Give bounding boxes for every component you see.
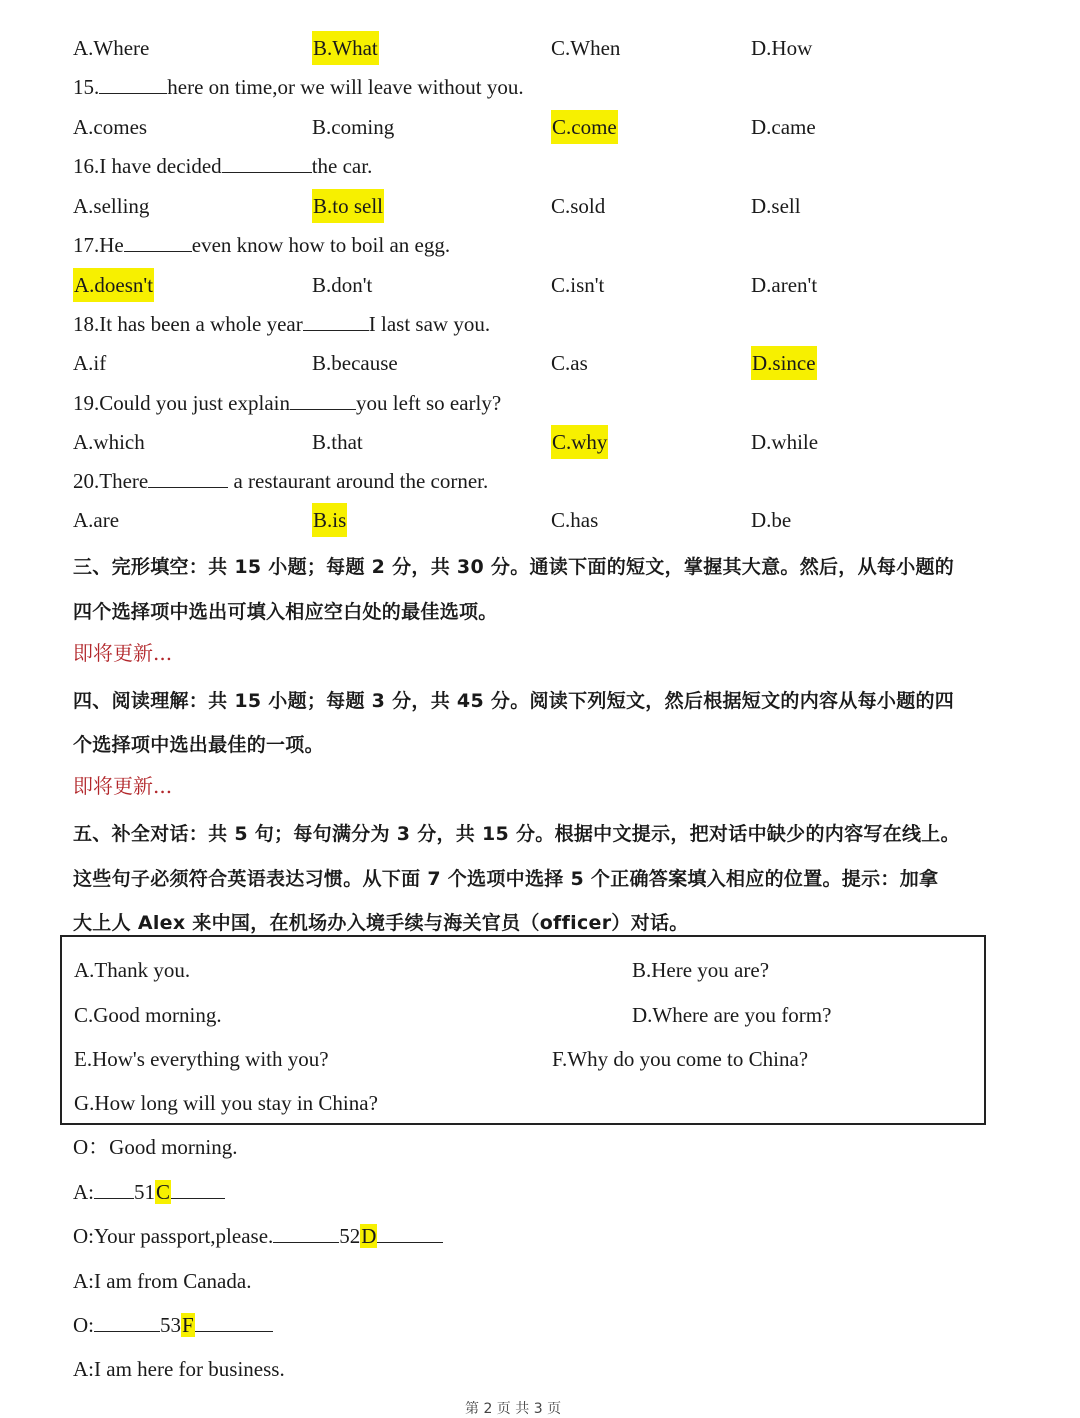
- filled-answer: F: [182, 1313, 194, 1337]
- q19-option-b: B.that: [312, 430, 363, 454]
- answer-blank: [171, 1180, 225, 1199]
- choice-e: E.How's everything with you?: [74, 1047, 329, 1071]
- q14-option-a: A.Where: [73, 36, 150, 60]
- choice-d: D.Where are you form?: [632, 1003, 832, 1027]
- choice-f: F.Why do you come to China?: [552, 1047, 809, 1071]
- choice-g: G.How long will you stay in China?: [74, 1091, 378, 1115]
- dialogue-line-2: A: 51C: [73, 1175, 1003, 1209]
- q15-option-d: D.came: [751, 115, 816, 139]
- answer-blank: [303, 312, 369, 331]
- blank-number: 53: [160, 1313, 181, 1337]
- q20-options: [73, 503, 1003, 537]
- choices-box: [60, 935, 986, 1125]
- q19-option-d: D.while: [751, 430, 819, 454]
- blank-number: 51: [134, 1180, 155, 1204]
- q16-option-d: D.sell: [751, 194, 801, 218]
- q19-stem: 19.Could you just explain you left so early?: [73, 391, 502, 415]
- answer-blank: [377, 1224, 443, 1243]
- choice-a: A.Thank you.: [74, 958, 191, 982]
- q20-option-b: B.is: [312, 503, 347, 537]
- q14-options: [73, 31, 1003, 65]
- dialogue-line-4: A:I am from Canada.: [73, 1269, 252, 1293]
- answer-blank: [124, 233, 192, 252]
- q17-option-a: A.doesn't: [73, 268, 154, 302]
- q19-options: [73, 425, 1003, 459]
- q20-stem: 20.There a restaurant around the corner.: [73, 469, 489, 493]
- q20-option-a: A.are: [73, 508, 120, 532]
- q20-option-c: C.has: [551, 508, 599, 532]
- q17-stem: 17.He even know how to boil an egg.: [73, 233, 451, 257]
- q16-option-b: B.to sell: [312, 189, 384, 223]
- dialogue-line-3: O:Your passport,please. 52D: [73, 1219, 1003, 1253]
- choice-c: C.Good morning.: [74, 1003, 222, 1027]
- q18-option-d: D.since: [751, 346, 817, 380]
- answer-blank: [222, 154, 312, 173]
- q17-options: [73, 268, 1003, 302]
- q19-option-c: C.why: [551, 425, 608, 459]
- dialogue-line-1: O：Good morning.: [73, 1135, 238, 1159]
- blank-number: 52: [339, 1224, 361, 1248]
- q15-option-a: A.comes: [73, 115, 148, 139]
- answer-blank: [195, 1313, 273, 1332]
- q16-options: [73, 189, 1003, 223]
- section3-heading-cont: 四个选择项中选出可填入相应空白处的最佳选项。: [73, 601, 498, 623]
- q17-option-b: B.don't: [312, 273, 373, 297]
- q16-option-a: A.selling: [73, 194, 150, 218]
- q18-option-b: B.because: [312, 351, 398, 375]
- q15-option-b: B.coming: [312, 115, 395, 139]
- answer-blank: [99, 75, 167, 94]
- q15-options: [73, 110, 1003, 144]
- q15-stem: 15. here on time,or we will leave without you.: [73, 75, 524, 99]
- q19-option-a: A.which: [73, 430, 145, 454]
- section3-update-notice: 即将更新...: [73, 641, 173, 665]
- q17-option-c: C.isn't: [551, 273, 605, 297]
- q14-option-c: C.When: [551, 36, 621, 60]
- q18-option-a: A.if: [73, 351, 107, 375]
- section5-heading: 五、补全对话：共 5 句；每句满分为 3 分，共 15 分。根据中文提示，把对话中缺少的内容写在线上。: [73, 823, 960, 845]
- dialogue-line-6: A:I am here for business.: [73, 1357, 285, 1381]
- filled-answer: C: [156, 1180, 171, 1204]
- q14-option-d: D.How: [751, 36, 813, 60]
- section5-heading-cont2: 大上人 Alex 来中国，在机场办入境手续与海关官员（officer）对话。: [73, 912, 689, 934]
- section4-update-notice: 即将更新...: [73, 774, 173, 798]
- dialogue-line-5: O: 53F: [73, 1308, 1003, 1342]
- q18-stem: 18.It has been a whole year I last saw you.: [73, 312, 491, 336]
- answer-blank: [94, 1313, 160, 1332]
- q14-option-b: B.What: [312, 31, 379, 65]
- choice-b: B.Here you are?: [632, 958, 770, 982]
- q17-option-d: D.aren't: [751, 273, 818, 297]
- q16-stem: 16.I have decided the car.: [73, 154, 373, 178]
- q18-options: [73, 346, 1003, 380]
- q15-option-c: C.come: [551, 110, 618, 144]
- answer-blank: [273, 1224, 339, 1243]
- section5-heading-cont: 这些句子必须符合英语表达习惯。从下面 7 个选项中选择 5 个正确答案填入相应的位置。提示：加拿: [73, 868, 939, 890]
- q20-option-d: D.be: [751, 508, 792, 532]
- page-footer: 第 2 页 共 3 页: [465, 1401, 562, 1417]
- q18-option-c: C.as: [551, 351, 588, 375]
- section3-heading: 三、完形填空：共 15 小题；每题 2 分，共 30 分。通读下面的短文，掌握其大意。然后，从每小题的: [73, 556, 955, 578]
- q16-option-c: C.sold: [551, 194, 606, 218]
- answer-blank: [148, 469, 228, 488]
- section4-heading: 四、阅读理解：共 15 小题；每题 3 分，共 45 分。阅读下列短文，然后根据短文的内容从每小题的四: [73, 690, 955, 712]
- filled-answer: D: [361, 1224, 377, 1248]
- answer-blank: [290, 391, 356, 410]
- section4-heading-cont: 个选择项中选出最佳的一项。: [73, 734, 324, 756]
- answer-blank: [94, 1180, 134, 1199]
